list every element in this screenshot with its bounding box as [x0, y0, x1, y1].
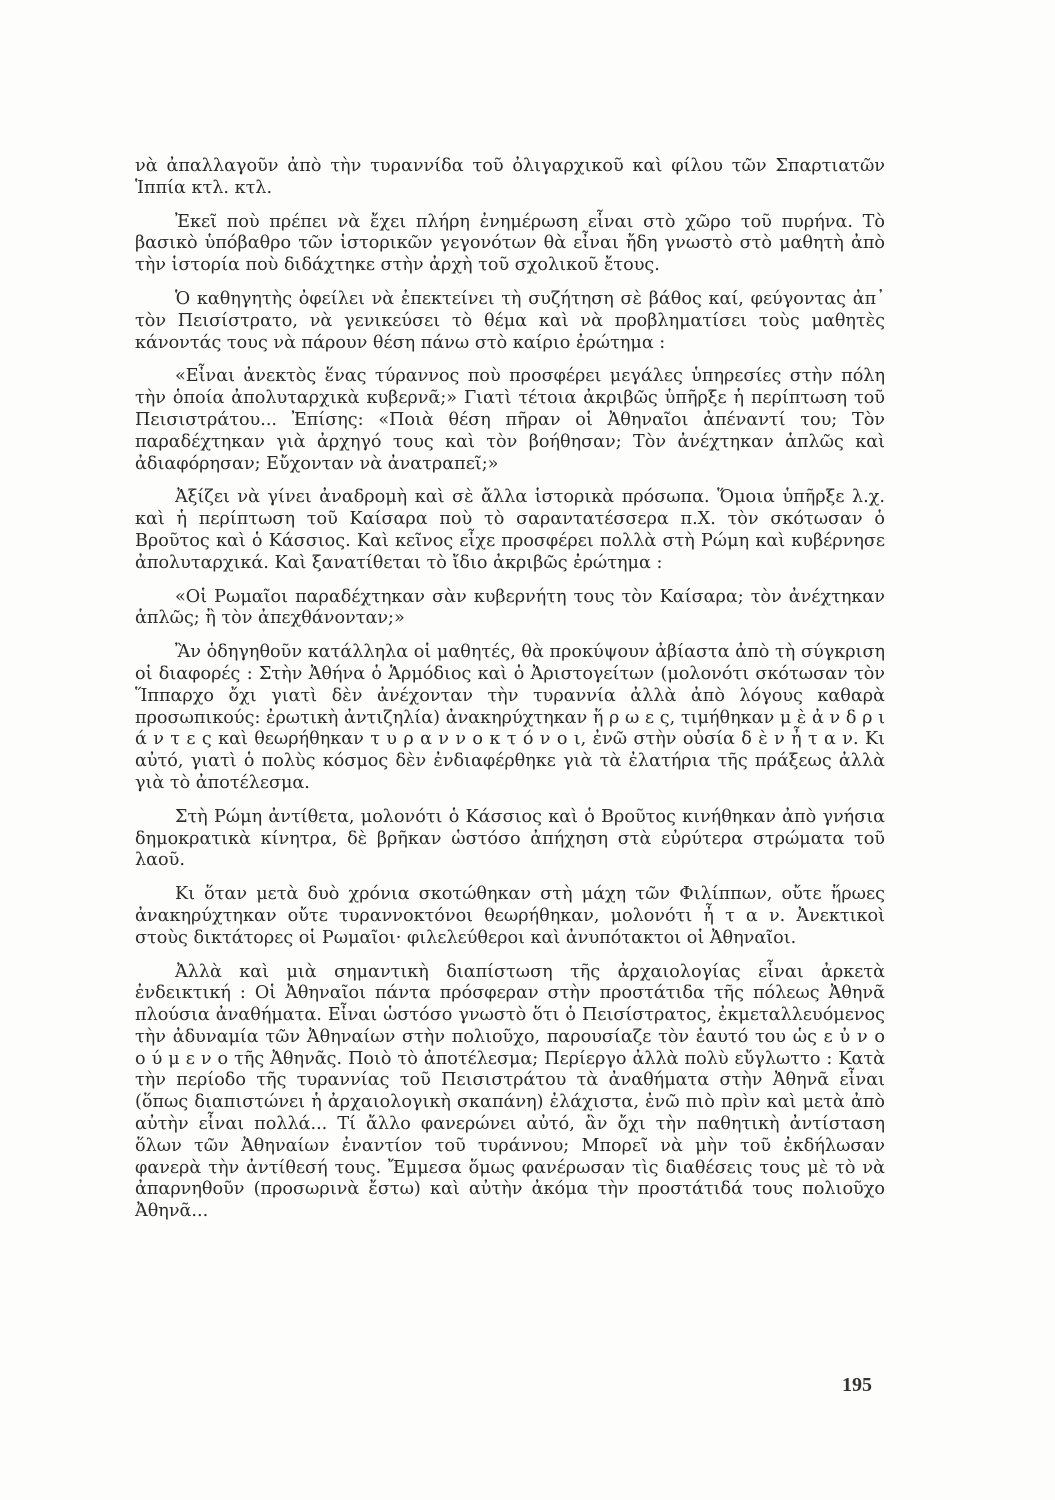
paragraph: νὰ ἀπαλλαγοῦν ἀπὸ τὴν τυραννίδα τοῦ ὀλιγαρχικοῦ καὶ φίλου τῶν Σπαρτιατῶν Ἱππία κτλ. κτλ. — [135, 156, 885, 198]
paragraph: Ἐκεῖ ποὺ πρέπει νὰ ἔχει πλήρη ἐνημέρωση εἶναι στὸ χῶρο τοῦ πυρήνα. Τὸ βασικὸ ὑπόβαθρο τῶν ἱστορικῶν γεγονότων θὰ εἶναι ἤδη γνωστὸ στὸ μαθητὴ ἀπὸ τὴν ἱστορία ποὺ διδάχτηκε στὴν ἀρχὴ τοῦ σχολικοῦ ἔτους. — [135, 211, 885, 276]
paragraph: Ἀλλὰ καὶ μιὰ σημαντικὴ διαπίστωση τῆς ἀρχαιολογίας εἶναι ἀρκετὰ ἐνδεικτική : Οἱ Ἀθηναῖοι πάντα πρόσφεραν στὴν προστάτιδα τῆς πόλεως Ἀθηνᾶ πλούσια ἀναθήματα. Εἶναι ὡστόσο γνωστὸ ὅτι ὁ Πεισίστρατος, ἐκμεταλλευόμενος τὴν ἀδυναμία τῶν Ἀθηναίων στὴν πολιοῦχο, παρουσίαζε τὸν ἑαυτό του ὡς ε ὐ ν ο ο ύ μ ε ν ο τῆς Ἀθηνᾶς. Ποιὸ τὸ ἀποτέλεσμα; Περίεργο ἀλλὰ πολὺ εὔγλωττο : Κατὰ τὴν περίοδο τῆς τυραννίας τοῦ Πεισιστράτου τὰ ἀναθήματα στὴν Ἀθηνᾶ εἶναι (ὅπως διαπιστώνει ἡ ἀρχαιολογικὴ σκαπάνη) ἐλάχιστα, ἐνῶ πιὸ πρὶν καὶ μετὰ ἀπὸ αὐτὴν εἶναι πολλά... Τί ἄλλο φανερώνει αὐτό, ἂν ὄχι τὴν παθητικὴ ἀντίσταση ὅλων τῶν Ἀθηναίων ἐναντίον τοῦ τυράννου; Μπορεῖ νὰ μὴν τοῦ ἐκδήλωσαν φανερὰ τὴν ἀντίθεσή τους. Ἔμμεσα ὅμως φανέρωσαν τὶς διαθέσεις τους μὲ τὸ νὰ ἀπαρνηθοῦν (προσωρινὰ ἔστω) καὶ αὐτὴν ἀκόμα τὴν προστάτιδά τους πολιοῦχο Ἀθηνᾶ... — [135, 961, 885, 1222]
paragraph: Ἂν ὁδηγηθοῦν κατάλληλα οἱ μαθητές, θὰ προκύψουν ἀβίαστα ἀπὸ τὴ σύγκριση οἱ διαφορές : Στὴν Ἀθήνα ὁ Ἁρμόδιος καὶ ὁ Ἀριστογείτων (μολονότι σκότωσαν τὸν Ἵππαρχο ὄχι γιατὶ δὲν ἀνέχονταν τὴν τυραννία ἀλλὰ ἀπὸ λόγους καθαρὰ προσωπικούς: ἐρωτικὴ ἀντιζηλία) ἀνακηρύχτηκαν ἥ ρ ω ε ς, τιμήθηκαν μ ὲ ἀ ν δ ρ ι ά ν τ ε ς καὶ θεωρήθηκαν τ υ ρ α ν ν ο κ τ ό ν ο ι, ἐνῶ στὴν οὐσία δ ὲ ν ἦ τ α ν. Κι αὐτό, γιατὶ ὁ πολὺς κόσμος δὲν ἐνδιαφέρθηκε γιὰ τὰ ἐλατήρια τῆς πράξεως ἀλλὰ γιὰ τὸ ἀποτέλεσμα. — [135, 642, 885, 793]
page-number: 195 — [842, 1374, 872, 1396]
paragraph: Κι ὅταν μετὰ δυὸ χρόνια σκοτώθηκαν στὴ μάχη τῶν Φιλίππων, οὔτε ἥρωες ἀνακηρύχτηκαν οὔτε τυραννοκτόνοι θεωρήθηκαν, μολονότι ἦ τ α ν. Ἀνεκτικοὶ στοὺς δικτάτορες οἱ Ρωμαῖοι· φιλελεύθεροι καὶ ἀνυπότακτοι οἱ Ἀθηναῖοι. — [135, 884, 885, 948]
paragraph: «Εἶναι ἀνεκτὸς ἕνας τύραννος ποὺ προσφέρει μεγάλες ὑπηρεσίες στὴν πόλη τὴν ὁποία ἀπολυταρχικὰ κυβερνᾶ;» Γιατὶ τέτοια ἀκριβῶς ὑπῆρξε ἡ περίπτωση τοῦ Πεισιστράτου... Ἐπίσης: «Ποιὰ θέση πῆραν οἱ Ἀθηναῖοι ἀπέναντί του; Τὸν παραδέχτηκαν γιὰ ἀρχηγό τους καὶ τὸν βοήθησαν; Τὸν ἀνέχτηκαν ἁπλῶς καὶ ἀδιαφόρησαν; Εὔχονταν νὰ ἀνατραπεῖ;» — [135, 366, 885, 474]
paragraph: «Οἱ Ρωμαῖοι παραδέχτηκαν σὰν κυβερνήτη τους τὸν Καίσαρα; τὸν ἀνέχτηκαν ἁπλῶς; ἢ τὸν ἀπεχθάνονταν;» — [135, 586, 885, 629]
paragraph: Ὁ καθηγητὴς ὀφείλει νὰ ἐπεκτείνει τὴ συζήτηση σὲ βάθος καί, φεύγοντας ἀπ᾽ τὸν Πεισίστρατο, νὰ γενικεύσει τὸ θέμα καὶ νὰ προβληματίσει τοὺς μαθητὲς κάνοντάς τους νὰ πάρουν θέση πάνω στὸ καίριο ἐρώτημα : — [135, 288, 885, 353]
paragraph: Ἀξίζει νὰ γίνει ἀναδρομὴ καὶ σὲ ἄλλα ἱστορικὰ πρόσωπα. Ὅμοια ὑπῆρξε λ.χ. καὶ ἡ περίπτωση τοῦ Καίσαρα ποὺ τὸ σαραντατέσσερα π.Χ. τὸν σκότωσαν ὁ Βροῦτος καὶ ὁ Κάσσιος. Καὶ κεῖνος εἶχε προσφέρει πολλὰ στὴ Ρώμη καὶ κυβέρνησε ἀπολυταρχικά. Καὶ ξανατίθεται τὸ ἴδιο ἀκριβῶς ἐρώτημα : — [135, 487, 885, 573]
body-text — [135, 156, 885, 1235]
paragraph: Στὴ Ρώμη ἀντίθετα, μολονότι ὁ Κάσσιος καὶ ὁ Βροῦτος κινήθηκαν ἀπὸ γνήσια δημοκρατικὰ κίνητρα, δὲ βρῆκαν ὡστόσο ἀπήχηση στὰ εὐρύτερα στρώματα τοῦ λαοῦ. — [135, 806, 885, 871]
